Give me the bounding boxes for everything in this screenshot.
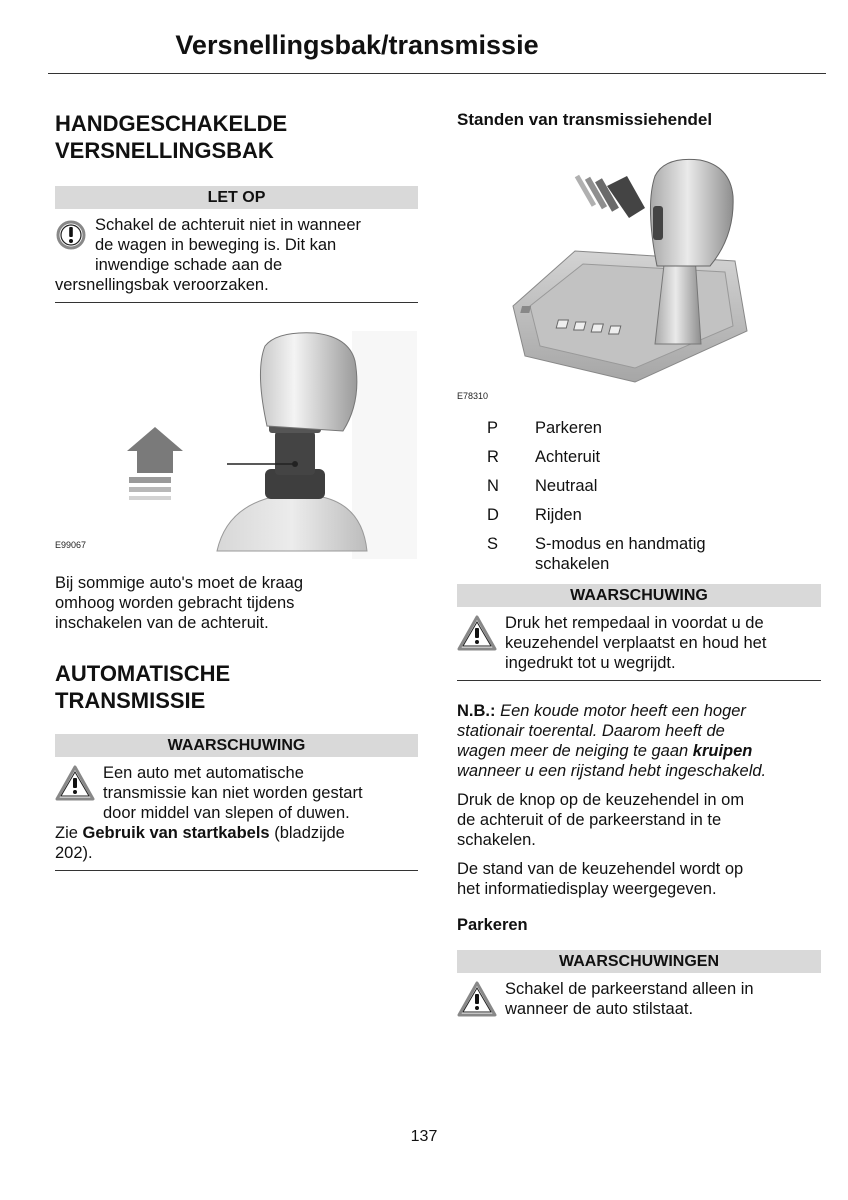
figure-label: E99067 (55, 540, 87, 550)
body-text-line: schakelen. (457, 831, 536, 849)
notice-text-line: Schakel de achteruit niet in wanneer (95, 216, 361, 234)
warning-text-line (55, 823, 418, 843)
warning-triangle-icon (55, 765, 95, 801)
warning-text: (bladzijde (269, 824, 345, 842)
notice-text-line: versnellingsbak veroorzaken. (55, 276, 269, 294)
gear-row-n (457, 476, 821, 496)
body-text-line: Bij sommige auto's moet de kraag (55, 574, 304, 592)
section-title-line: HANDGESCHAKELDE (55, 111, 288, 136)
body-text-line: omhoog worden gebracht tijdens (55, 594, 295, 612)
gear-key: R (487, 448, 499, 466)
warning-text-line: ingedrukt tot u wegrijdt. (505, 654, 676, 672)
manual-gear-knob-illustration (117, 331, 417, 559)
gear-label: schakelen (535, 555, 610, 573)
section-title-manual (55, 110, 418, 164)
gear-label-wrap (535, 534, 821, 574)
warning-block (457, 979, 821, 1019)
warning-triangle-icon (457, 615, 497, 651)
warning-bar: WAARSCHUWING (55, 734, 418, 757)
figure-label: E78310 (457, 391, 489, 401)
warning-text-line: wanneer de auto stilstaat. (505, 1000, 694, 1018)
gear-key: S (487, 535, 499, 553)
warning-block (457, 613, 821, 673)
caution-circle-icon (55, 219, 91, 253)
note-text: wanneer u een rijstand hebt ingeschakeld. (457, 762, 767, 780)
note-emphasis: kruipen (692, 742, 753, 760)
right-column (457, 110, 821, 1019)
warning-bar: WAARSCHUWING (457, 584, 821, 607)
section-title-line: VERSNELLINGSBAK (55, 138, 274, 163)
section-title-line: TRANSMISSIE (55, 688, 206, 713)
gear-label: S-modus en handmatig (535, 535, 706, 553)
page-title: Versnellingsbak/transmissie (175, 30, 539, 60)
gear-row-p (457, 418, 821, 438)
gear-label: Neutraal (535, 477, 598, 495)
subsection-heading-parkeren: Parkeren (457, 916, 528, 934)
automatic-selector-illustration (505, 146, 805, 386)
notice-block (55, 215, 418, 295)
warning-block (55, 763, 418, 863)
warning-text-line: Druk het rempedaal in voordat u de (505, 614, 764, 632)
gear-row-d (457, 505, 821, 525)
body-text-line: Druk de knop op de keuzehendel in om (457, 791, 745, 809)
gear-key: N (487, 477, 499, 495)
section-rule (55, 870, 418, 871)
subsection-title: Standen van transmissiehendel (457, 110, 713, 129)
warning-text: Zie (55, 824, 83, 842)
gear-key: P (487, 419, 499, 437)
warnings-bar: WAARSCHUWINGEN (457, 950, 821, 973)
page-number: 137 (410, 1128, 438, 1145)
note-block (457, 701, 821, 781)
warning-text-line: Schakel de parkeerstand alleen in (505, 980, 754, 998)
body-text-line: de achteruit of de parkeerstand in te (457, 811, 722, 829)
note-text: wagen meer de neiging te gaan (457, 742, 693, 760)
gear-row-s (457, 534, 821, 574)
note-text: Een koude motor heeft een hoger (495, 702, 746, 720)
warning-text-line: door middel van slepen of duwen. (103, 804, 350, 822)
warning-text-line: keuzehendel verplaatst en houd het (505, 634, 767, 652)
gear-row-r (457, 447, 821, 467)
body-text-line: het informatiedisplay weergegeven. (457, 880, 717, 898)
notice-bar: LET OP (55, 186, 418, 209)
gear-label: Achteruit (535, 448, 601, 466)
body-text-line: inschakelen van de achteruit. (55, 614, 269, 632)
notice-text-line: inwendige schade aan de (95, 256, 283, 274)
gear-label: Parkeren (535, 419, 602, 437)
section-title-line: AUTOMATISCHE (55, 661, 231, 686)
cross-reference-link: Gebruik van startkabels (82, 824, 270, 842)
gear-position-list (457, 418, 821, 574)
header-rule (48, 73, 826, 74)
figure-manual-shifter (55, 303, 418, 565)
notice-text-line: de wagen in beweging is. Dit kan (95, 236, 337, 254)
warning-text-line: Een auto met automatische (103, 764, 304, 782)
warning-text-line: transmissie kan niet worden gestart (103, 784, 363, 802)
warning-text-line: 202). (55, 844, 93, 862)
note-text: stationair toerental. Daarom heeft de (457, 722, 725, 740)
gear-key: D (487, 506, 499, 524)
warning-triangle-icon (457, 981, 497, 1017)
figure-automatic-selector (457, 130, 821, 410)
gear-label: Rijden (535, 506, 582, 524)
left-column (55, 110, 418, 871)
body-text-line: De stand van de keuzehendel wordt op (457, 860, 744, 878)
section-title-automatic (55, 660, 418, 714)
note-prefix: N.B.: (457, 702, 496, 720)
